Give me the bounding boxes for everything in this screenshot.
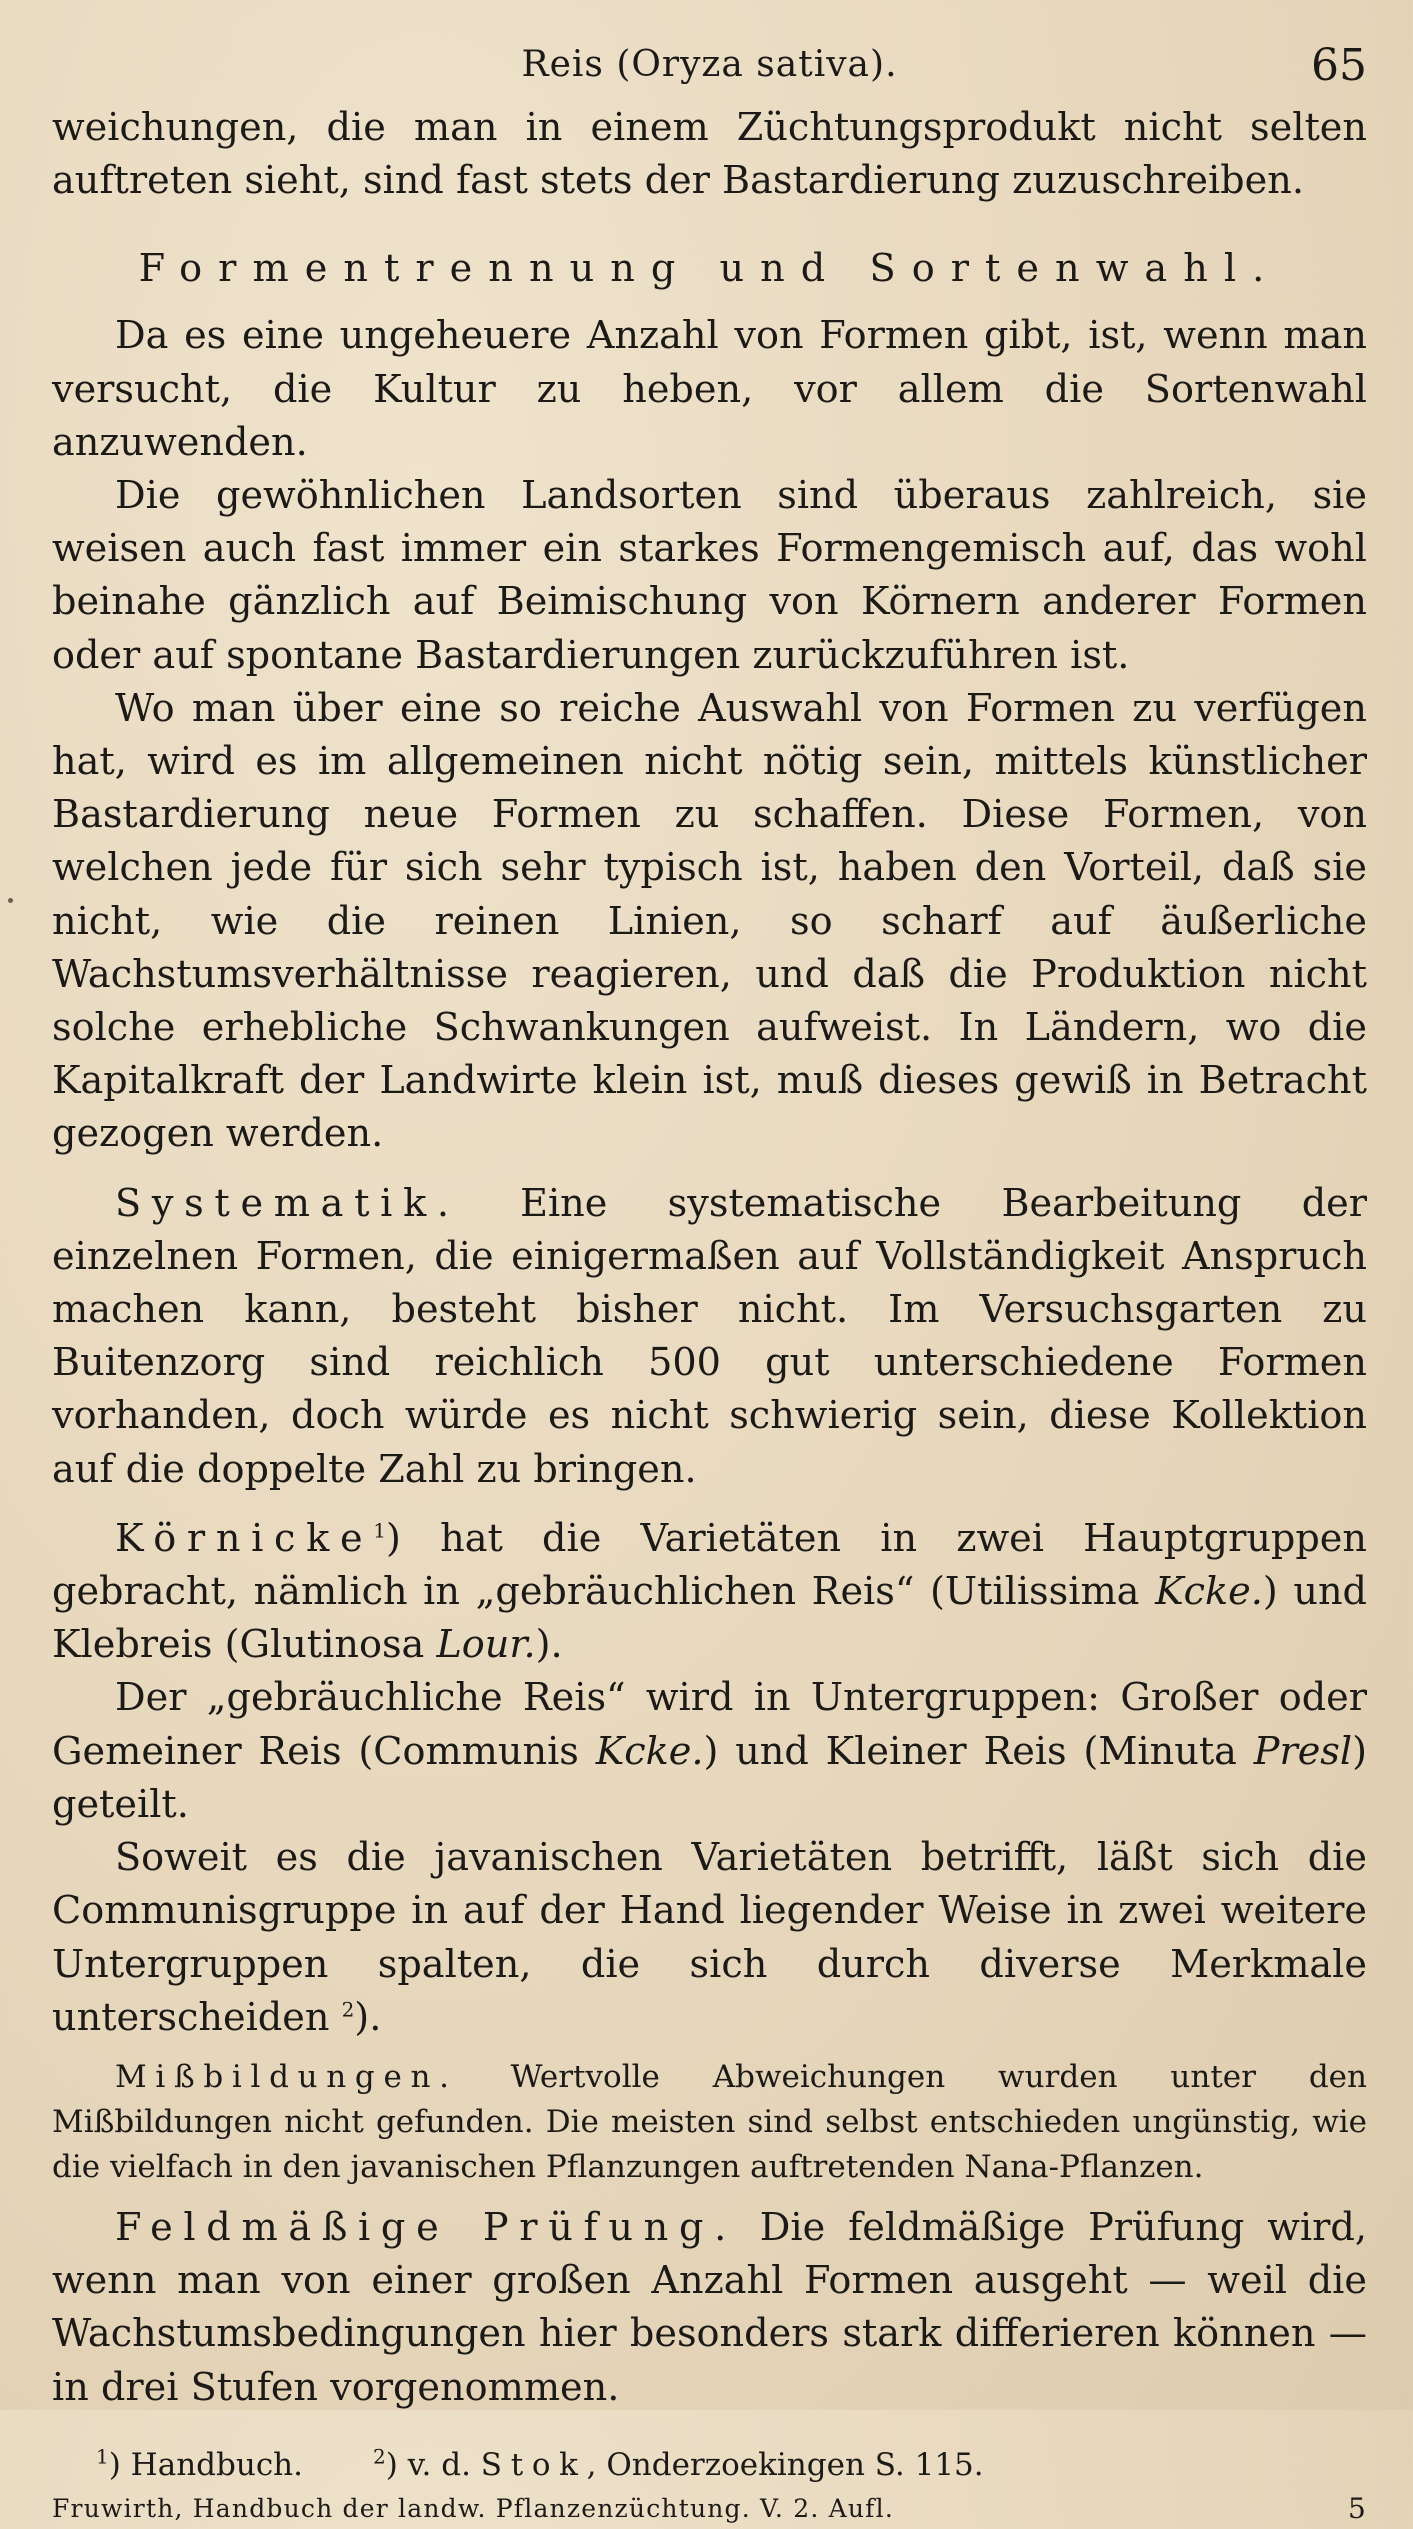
page-number: 65	[1311, 40, 1367, 91]
footnote-line	[52, 2443, 1367, 2487]
run-in-heading-systematik: Systematik.	[115, 1181, 460, 1226]
footnote-2-text-a: ) v. d.	[385, 2446, 481, 2483]
author-name-koernicke: Körnicke	[115, 1516, 374, 1561]
footnote-2	[373, 2443, 984, 2487]
authority-lour: Lour.	[436, 1623, 536, 1668]
running-title: Reis (Oryza sativa).	[521, 44, 898, 85]
paragraph-sortenwahl: Da es eine ungeheuere Anzahl von Formen gibt, ist, wenn man versucht, die Kultur zu heben, vor allem die Sortenwahl anzuwenden.	[52, 314, 1367, 465]
javanisch-text-b: ).	[354, 1995, 382, 2040]
small-print-block	[52, 2055, 1367, 2190]
authority-presl: Presl	[1253, 1729, 1353, 1774]
footnote-ref-2: 2	[341, 1996, 355, 2021]
reis-text-b: ) und Kleiner Reis (Minuta	[703, 1729, 1254, 1774]
footnote-1-text: ) Handbuch.	[108, 2446, 303, 2483]
authority-kcke: Kcke.	[1155, 1570, 1263, 1615]
paragraph-landsorten: Die gewöhnlichen Landsorten sind überaus zahlreich, sie weisen auch fast immer ein starkes Formengemisch auf, das wohl beinahe gänzlich auf Beimischung von Körnern anderer Formen oder auf spontane Bastardierungen zurückzuführen ist.	[52, 474, 1367, 678]
footnote-mark-2: 2	[373, 2444, 386, 2469]
paragraph-koernicke	[52, 1513, 1367, 1673]
paragraph-gebraeuchlicher-reis	[52, 1672, 1367, 1832]
paragraph-auswahl: Wo man über eine so reiche Auswahl von Formen zu verfügen hat, wird es im allgemeinen nicht nötig sein, mittels künstlicher Bastardierung neue Formen zu schaffen. Diese Formen, von welchen jede für sich sehr typisch ist, haben den Vorteil, daß sie nicht, wie die reinen Linien, so scharf auf äußerliche Wachstumsverhältnisse reagieren, und daß die Produktion nicht solche erhebliche Schwankungen aufweist. In Ländern, wo die Kapitalkraft der Landwirte klein ist, muß dieses gewiß in Betracht gezogen werden.	[52, 686, 1367, 1157]
imprint-text: Fruwirth, Handbuch der landw. Pflanzenzüchtung. V. 2. Aufl.	[52, 2493, 894, 2523]
run-in-heading-pruefung: Feldmäßige Prüfung.	[115, 2205, 737, 2250]
section-heading: Formentrennung und Sortenwahl.	[138, 247, 1281, 292]
paragraph-feldmaessige-pruefung	[52, 2202, 1367, 2415]
footnote-1	[96, 2443, 303, 2487]
footnote-ref-1: 1	[373, 1518, 386, 1543]
book-page	[52, 40, 1367, 2529]
koernicke-text-b: ) und Klebreis (Glutinosa	[52, 1570, 1368, 1668]
koernicke-text-a: ) hat die Varietäten in zwei Hauptgruppen gebracht, nämlich in „gebräuchlichen Reis“ (Utilissima	[52, 1516, 1367, 1615]
printer-imprint	[52, 2489, 1367, 2529]
footnote-2-author: Stok	[480, 2446, 587, 2483]
margin-dot	[8, 898, 13, 903]
paragraph-javanische-varietaeten	[52, 1832, 1367, 2045]
signature-mark: 5	[1347, 2491, 1367, 2525]
reis-text-a: Der „gebräuchliche Reis“ wird in Untergruppen: Großer oder Gemeiner Reis (Communis	[52, 1676, 1367, 1774]
paragraph-systematik	[52, 1178, 1367, 1497]
reis-text-c: ) geteilt.	[52, 1729, 1368, 1827]
run-in-heading-missbildungen: Mißbildungen.	[115, 2058, 458, 2095]
footnote-2-text-b: , Onderzoekingen S. 115.	[586, 2446, 984, 2483]
footnotes	[52, 2443, 1367, 2487]
paragraph-missbildungen	[52, 2055, 1367, 2190]
missbildungen-text: Wertvolle Abweichungen wurden unter den Mißbildungen nicht gefunden. Die meisten sind selbst entschieden ungünstig, wie die vielfach in den javanischen Pflanzungen auftretenden Nana-Pflanzen.	[52, 2058, 1367, 2185]
paragraph-continuation: weichungen, die man in einem Züchtungsprodukt nicht selten auftreten sieht, sind fast stets der Bastardierung zuzuschreiben.	[52, 106, 1367, 204]
systematik-text: Eine systematische Bearbeitung der einzelnen Formen, die einigermaßen auf Vollständigkeit Anspruch machen kann, besteht bisher nicht. Im Versuchsgarten zu Buitenzorg sind reichlich 500 gut unterschiedene Formen vorhanden, doch würde es nicht schwierig sein, diese Kollektion auf die doppelte Zahl zu bringen.	[52, 1181, 1367, 1492]
pruefung-text: Die feldmäßige Prüfung wird, wenn man von einer großen Anzahl Formen ausgeht — weil die Wachstumsbedingungen hier besonders stark differieren können — in drei Stufen vorgenommen.	[52, 2205, 1367, 2410]
authority-kcke-2: Kcke.	[595, 1729, 704, 1774]
page-header	[52, 40, 1367, 102]
javanisch-text-a: Soweit es die javanischen Varietäten betrifft, läßt sich die Communisgruppe in auf der Hand liegender Weise in zwei weitere Untergruppen spalten, die sich durch diverse Merkmale unterscheiden	[52, 1836, 1367, 2040]
koernicke-text-c: ).	[535, 1623, 563, 1668]
footnote-mark-1: 1	[96, 2444, 109, 2469]
